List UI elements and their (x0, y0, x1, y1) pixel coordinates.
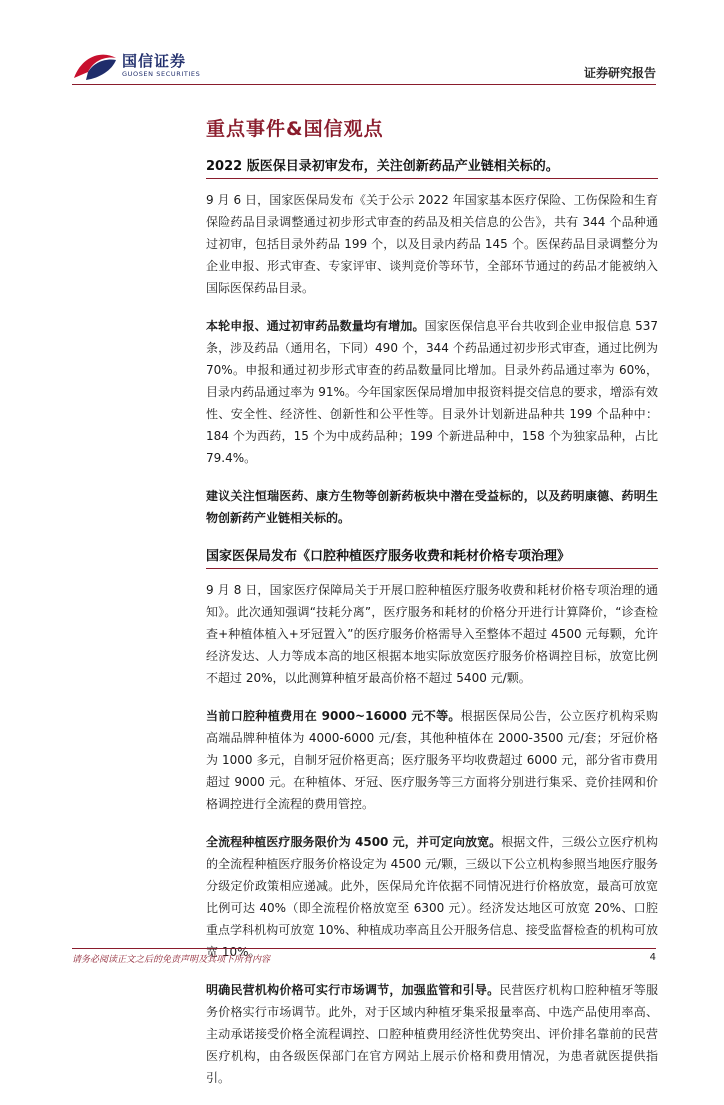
paragraph-text: 根据医保局公告，公立医疗机构采购高端品牌种植体为 4000-6000 元/套，其他种植体在 2000-3500 元/套；牙冠价格为 1000 多元，自制牙冠价格更高；医疗服务平均收费超过 6000 元，部分省市费用超过 9000 元。在种植体、牙冠、医疗服务等三方面将分别进行集采、竞价挂网和价格调控进行全流程的费用管控。 (206, 709, 658, 811)
paragraph-lead: 建议关注恒瑞医药、康方生物等创新药板块中潜在受益标的，以及药明康德、药明生物创新药产业链相关标的。 (206, 489, 658, 525)
brand-name-en: GUOSEN SECURITIES (122, 70, 201, 78)
header-divider (72, 84, 656, 85)
paragraph-text: 民营医疗机构口腔种植牙等服务价格实行市场调节。此外，对于区域内种植牙集采报量率高、中选产品使用率高、主动承诺接受价格全流程调控、口腔种植费用经济性优势突出、评价排名靠前的民营医疗机构，由各级医保部门在官方网站上展示价格和费用情况，为患者就医提供指引。 (206, 983, 658, 1085)
paragraph (206, 315, 658, 469)
paragraph-lead: 当前口腔种植费用在 9000~16000 元不等。 (206, 709, 461, 723)
main-content (206, 114, 658, 1105)
section-title: 重点事件&国信观点 (206, 118, 384, 140)
paragraph (206, 705, 658, 815)
guosen-logo (72, 48, 202, 84)
paragraph (206, 189, 658, 299)
footer-divider (72, 948, 656, 949)
paragraph-lead: 本轮申报、通过初审药品数量均有增加。 (206, 319, 425, 333)
page-number: 4 (649, 952, 656, 963)
paragraph-text: 根据文件，三级公立医疗机构的全流程种植医疗服务价格设定为 4500 元/颗，三级以下公立机构参照当地医疗服务分级定价政策相应递减。此外，医保局允许依据不同情况进行价格放宽，最高可放宽比例可达 40%（即全流程价格放宽至 6300 元）。经济发达地区可放宽 20%、口腔重点学科机构可放宽 10%、种植成功率高且公开服务信息、接受监督检查的机构可放宽 10%。 (206, 835, 658, 959)
guosen-logo-icon (72, 48, 118, 84)
paragraph (206, 579, 658, 689)
paragraph-text: 9 月 6 日，国家医保局发布《关于公示 2022 年国家基本医疗保险、工伤保险和生育保险药品目录调整通过初步形式审查的药品及相关信息的公告》，共有 344 个品种通过初审，包括目录外药品 199 个，以及目录内药品 145 个。医保药品目录调整分为企业申报、形式审查、专家评审、谈判竞价等环节，全部环节通过的药品才能被纳入国际医保药品目录。 (206, 193, 658, 295)
paragraph (206, 485, 658, 529)
disclaimer-text: 请务必阅读正文之后的免责声明及其项下所有内容 (72, 955, 271, 965)
paragraph-text: 国家医保信息平台共收到企业申报信息 537 条，涉及药品（通用名，下同）490 个，344 个药品通过初步形式审查，通过比例为 70%。申报和通过初步形式审查的药品数量同比增加。目录外药品通过率为 60%，目录内药品通过率为 91%。今年国家医保局增加申报资料提交信息的要求，增添有效性、安全性、经济性、创新性和公平性等。目录外计划新进品种共 199 个品种中：184 个为西药，15 个为中成药品种；199 个新进品种中，158 个为独家品种，占比 79.4%。 (206, 319, 658, 465)
page-header (0, 0, 724, 90)
paragraph-lead: 明确民营机构价格可实行市场调节，加强监管和引导。 (206, 983, 500, 997)
subsection-heading: 2022 版医保目录初审发布，关注创新药品产业链相关标的。 (206, 155, 658, 179)
subsection-heading: 国家医保局发布《口腔种植医疗服务收费和耗材价格专项治理》 (206, 545, 658, 569)
paragraph-lead: 全流程种植医疗服务限价为 4500 元，并可定向放宽。 (206, 835, 502, 849)
paragraph (206, 979, 658, 1089)
report-type-label: 证券研究报告 (583, 66, 656, 80)
brand-name-cn: 国信证券 (122, 52, 187, 70)
paragraph (206, 831, 658, 963)
paragraph-text: 9 月 8 日，国家医疗保障局关于开展口腔种植医疗服务收费和耗材价格专项治理的通知》。此次通知强调“技耗分离”，医疗服务和耗材的价格分开进行计算降价，“诊查检查+种植体植入+牙冠置入”的医疗服务价格需导入至整体不超过 4500 元每颗，允许经济发达、人力等成本高的地区根据本地实际放宽医疗服务价格调控目标，放宽比例不超过 20%，以此测算种植牙最高价格不超过 5400 元/颗。 (206, 583, 658, 685)
